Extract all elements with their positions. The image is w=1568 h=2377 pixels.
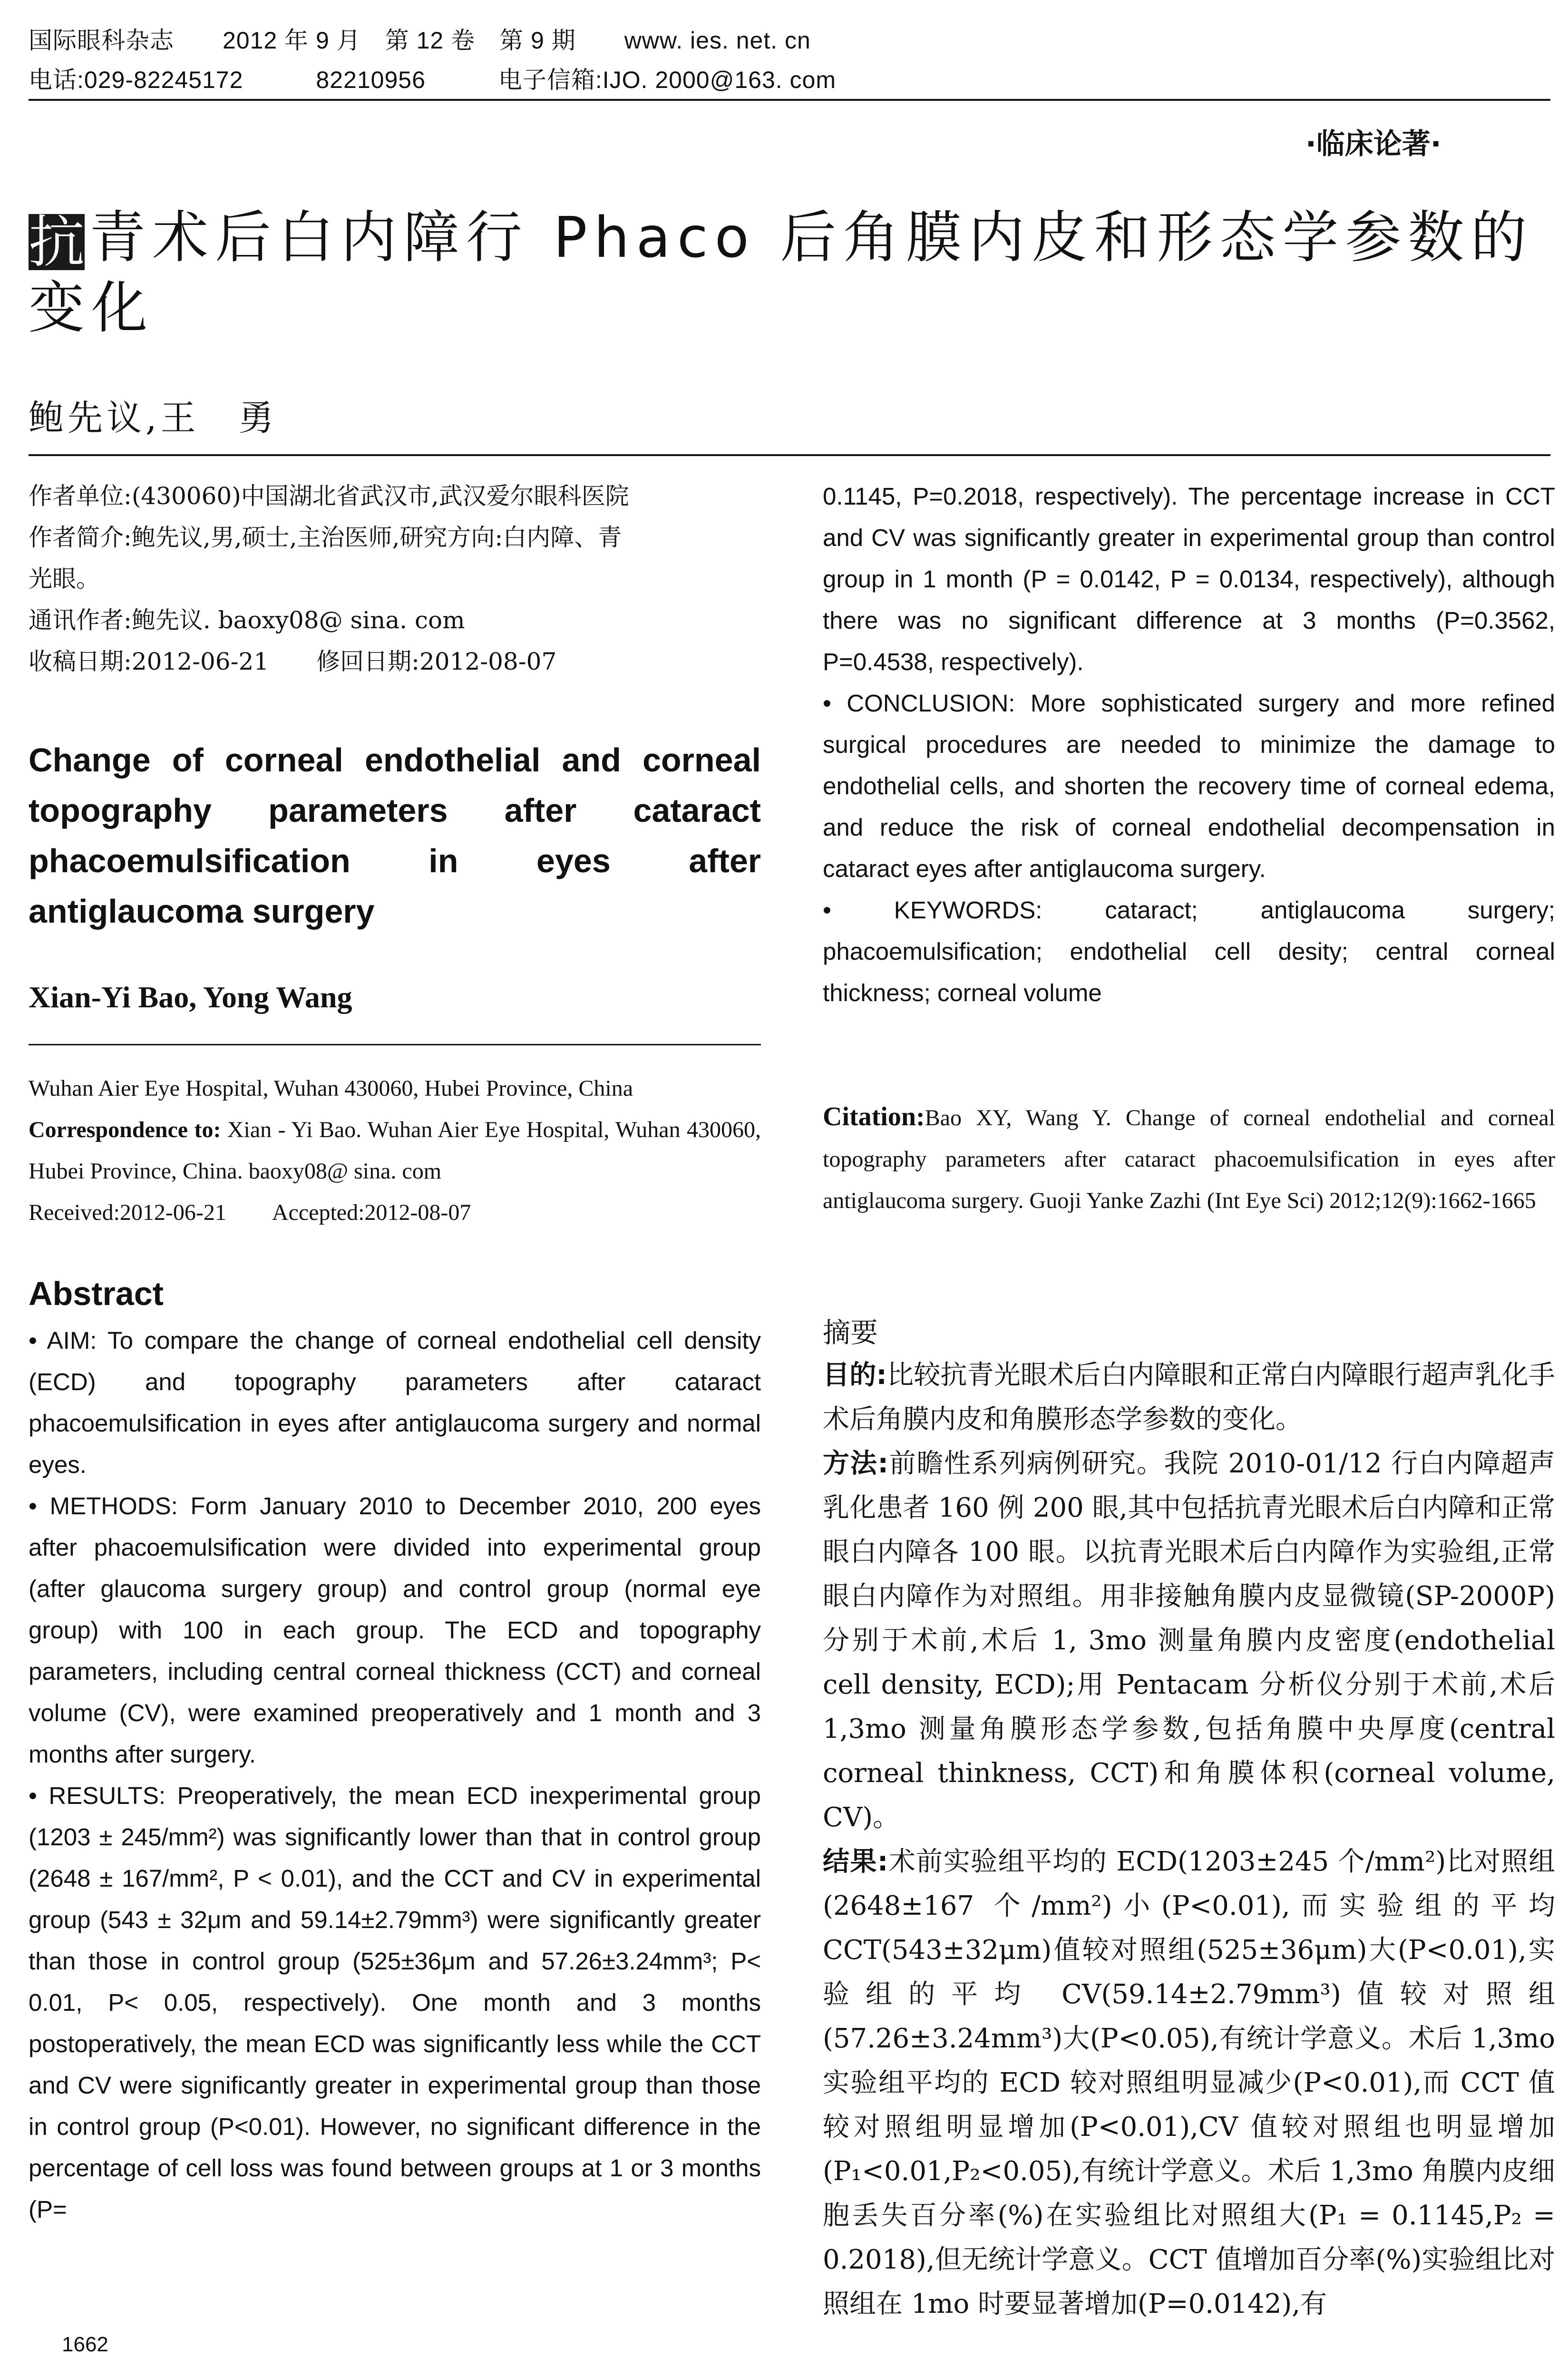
- abstract-results-cont: 0.1145, P=0.2018, respectively). The percentage increase in CCT and CV was significantly greater in experimental group than control group in 1 month (P = 0.0142, P = 0.0134, respectively), although there was no significant difference at 3 months (P=0.3562, P=0.4538, respectively).: [823, 483, 1555, 675]
- abstract-heading: Abstract: [29, 1275, 164, 1312]
- journal-header-line2: 电话:029-82245172 82210956 电子信箱:IJO. 2000@163. com: [29, 67, 836, 93]
- paper-title-cn: [29, 202, 1550, 343]
- title-line2: 变化: [29, 275, 155, 341]
- affiliation-line: Wuhan Aier Eye Hospital, Wuhan 430060, Hubei Province, China: [29, 1076, 633, 1101]
- correspondence-label: Correspondence to:: [29, 1117, 221, 1142]
- cn-methods: 前瞻性系列病例研究。我院 2010-01/12 行白内障超声乳化患者 160 例 200 眼,其中包括抗青光眼术后白内障和正常眼白内障各 100 眼。以抗青光眼术后白内障作为实验组,正常眼白内障作为对照组。用非接触角膜内皮显微镜(SP-2000P)分别于术前,术后 1, 3mo 测量角膜内皮密度(endothelial cell density, ECD);用 Pentacam 分析仪分别于术前,术后 1,3mo 测量角膜形态学参数,包括角膜中央厚度(central corneal thinkness, CCT)和角膜体积(corneal volume, CV)。: [823, 1448, 1556, 1833]
- meta-cn-block: [29, 476, 761, 682]
- received-dates: Received:2012-06-21 Accepted:2012-08-07: [29, 1200, 471, 1225]
- citation-label: Citation:: [823, 1102, 925, 1131]
- abstract-conclusion: • CONCLUSION: More sophisticated surgery and more refined surgical procedures are needed to minimize the damage to endothelial cells, and shorten the recovery time of corneal edema, and reduce the risk of corneal endothelial decompensation in cataract eyes after antiglaucoma surgery.: [823, 690, 1555, 882]
- meta-correspondence: 通讯作者:鲍先议. baoxy08@ sina. com: [29, 606, 465, 634]
- abstract-left: [29, 1320, 761, 2230]
- section-tag: ·临床论著·: [1305, 127, 1441, 161]
- title-rule: [29, 454, 1550, 456]
- meta-bio-cont: 光眼。: [29, 565, 100, 593]
- correspondence-text: Xian - Yi Bao. Wuhan Aier Eye Hospital, Wuhan 430060, Hubei Province, China. baoxy08@ sina. com: [29, 1117, 761, 1184]
- cn-abstract: [823, 1353, 1555, 2326]
- cn-results: 术前实验组平均的 ECD(1203±245 个/mm²)比对照组(2648±167 个/mm²)小(P<0.01),而实验组的平均 CCT(543±32μm)值较对照组(525±36μm)大(P<0.01),实验组的平均 CV(59.14±2.79mm³)值较对照组(57.26±3.24mm³)大(P<0.05),有统计学意义。术后 1,3mo 实验组平均的 ECD 较对照组明显减少(P<0.01),而 CCT 值较对照组明显增加(P<0.01),CV 值较对照组也明显增加(P₁<0.01,P₂<0.05),有统计学意义。术后 1,3mo 角膜内皮细胞丢失百分率(%)在实验组比对照组大(P₁ = 0.1145,P₂ = 0.2018),但无统计学意义。CCT 值增加百分率(%)实验组比对照组在 1mo 时要显著增加(P=0.0142),有: [823, 1846, 1555, 2319]
- abstract-methods: • METHODS: Form January 2010 to December 2010, 200 eyes after phacoemulsification were divided into experimental group (after glaucoma surgery group) and control group (normal eye group) with 100 in each group. The ECD and topography parameters, including central corneal thickness (CCT) and corneal volume (CV), were examined preoperatively and 1 month and 3 months after surgery.: [29, 1492, 761, 1768]
- abstract-results: • RESULTS: Preoperatively, the mean ECD inexperimental group (1203 ± 245/mm²) was significantly lower than that in control group (2648 ± 167/mm², P < 0.01), and the CCT and CV in experimental group (543 ± 32μm and 59.14±2.79mm³) were significantly greater than those in control group (525±36μm and 57.26±3.24mm³; P< 0.01, P< 0.05, respectively). One month and 3 months postoperatively, the mean ECD was significantly less while the CCT and CV were significantly greater in experimental group than those in control group (P<0.01). However, no significant difference in the percentage of cell loss was found between groups at 1 or 3 months (P=: [29, 1782, 761, 2223]
- abstract-right: [823, 476, 1555, 1013]
- cn-aim-label: 目的:: [823, 1360, 887, 1391]
- affiliation-en: [29, 1068, 761, 1233]
- meta-affiliation: 作者单位:(430060)中国湖北省武汉市,武汉爱尔眼科医院: [29, 482, 629, 510]
- journal-header-line1: 国际眼科杂志 2012 年 9 月 第 12 卷 第 9 期 www. ies. net. cn: [29, 27, 811, 54]
- authors-cn: 鲍先议,王 勇: [29, 398, 278, 438]
- cn-abstract-heading: 摘要: [823, 1316, 878, 1349]
- cn-methods-label: 方法:: [823, 1448, 888, 1479]
- title-line1: 青术后白内障行 Phaco 后角膜内皮和形态学参数的: [89, 205, 1534, 270]
- page-number: 1662: [62, 2333, 108, 2356]
- citation: [823, 1096, 1555, 1221]
- title-first-char: 抗: [29, 209, 92, 275]
- cn-aim: 比较抗青光眼术后白内障眼和正常白内障眼行超声乳化手术后角膜内皮和角膜形态学参数的变化。: [823, 1360, 1555, 1435]
- citation-text: Bao XY, Wang Y. Change of corneal endothelial and corneal topography parameters after cataract phacoemulsification in eyes after antiglaucoma surgery. Guoji Yanke Zazhi (Int Eye Sci) 2012;12(9):1662-1665: [823, 1105, 1555, 1213]
- affil-rule: [29, 1044, 761, 1045]
- paper-title-en: Change of corneal endothelial and corneal topography parameters after cataract phacoemulsification in eyes after antiglaucoma surgery: [29, 741, 761, 930]
- header-rule: [29, 99, 1550, 101]
- cn-results-label: 结果:: [823, 1846, 888, 1877]
- meta-dates: 收稿日期:2012-06-21 修回日期:2012-08-07: [29, 648, 557, 675]
- meta-bio: 作者简介:鲍先议,男,硕士,主治医师,研究方向:白内障、青: [29, 524, 622, 551]
- abstract-aim: • AIM: To compare the change of corneal endothelial cell density (ECD) and topography parameters after cataract phacoemulsification in eyes after antiglaucoma surgery and normal eyes.: [29, 1327, 761, 1478]
- abstract-keywords: • KEYWORDS: cataract; antiglaucoma surgery; phacoemulsification; endothelial cell desity; central corneal thickness; corneal volume: [823, 896, 1555, 1006]
- authors-en: Xian-Yi Bao, Yong Wang: [29, 980, 352, 1014]
